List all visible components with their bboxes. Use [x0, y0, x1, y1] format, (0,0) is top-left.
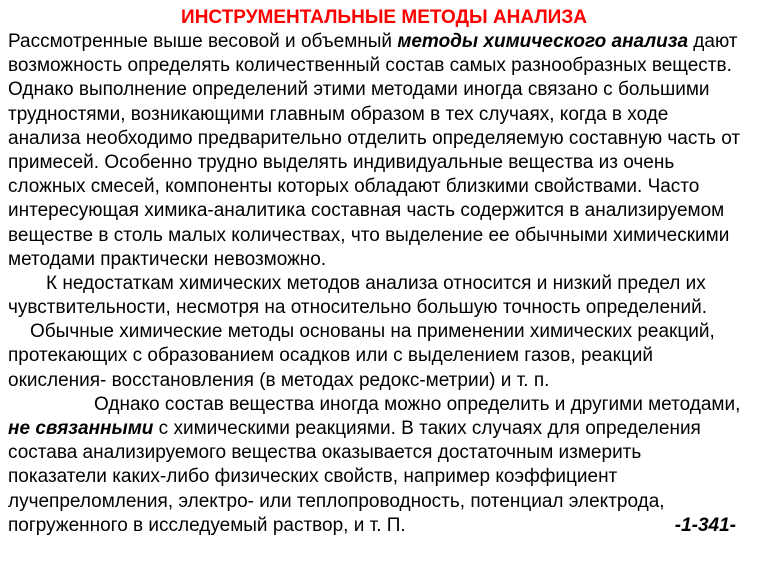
text-line: анализа необходимо предварительно отделить определяемую составную часть от [8, 127, 741, 149]
text-span: Однако состав вещества иногда можно определить и другими методами, [94, 393, 741, 415]
text-line: лучепреломления, электро- или теплопроводность, потенциал электрода, [8, 490, 665, 512]
text-span: погруженного в исследуемый раствор, и т. П. [8, 514, 406, 536]
text-line: окисления- восстановления (в методах редокс-метрии) и т. п. [8, 369, 550, 391]
text-line: интересующая химика-аналитика составная часть содержится в анализируемом [8, 200, 725, 222]
text-line: показатели каких-либо физических свойств, например коэффициент [8, 466, 618, 488]
page-number: -1-341- [674, 514, 736, 536]
text-line [8, 320, 766, 344]
text-span: Обычные химические методы основаны на применении химических реакций, [30, 321, 715, 343]
text-line: протекающих с образованием осадков или с выделением газов, реакций [8, 345, 654, 367]
text-line: Однако выполнение определений этими методами иногда связано с большими [8, 79, 710, 101]
emphasis-text: не связанными [8, 418, 154, 439]
text-line: примесей. Особенно трудно выделять индивидуальные вещества из очень [8, 151, 675, 173]
text-line: сложных смесей, компоненты которых обладают близкими свойствами. Часто [8, 176, 700, 198]
text-line: методами практически невозможно. [8, 248, 327, 270]
text-line [8, 30, 766, 54]
text-line: веществе в столь малых количествах, что выделение ее обычными химическими [8, 224, 730, 246]
emphasis-text: методы химического анализа [397, 31, 689, 52]
body-text [8, 30, 766, 538]
text-line [8, 417, 766, 441]
text-line [8, 272, 766, 296]
text-span: Рассмотренные выше весовой и объемный [8, 31, 398, 52]
text-line: трудностями, возникающими главным образом в тех случаях, когда в ходе [8, 103, 669, 125]
text-line: чувствительности, несмотря на относительно большую точность определений. [8, 297, 708, 319]
text-span: с химическими реакциями. В таких случаях для определения [153, 418, 701, 439]
text-line [8, 514, 766, 538]
text-line: состава анализируемого вещества оказывается достаточным измерить [8, 442, 642, 464]
text-line: возможность определять количественный состав самых разнообразных веществ. [8, 55, 732, 77]
text-span: К недостаткам химических методов анализа относится и низкий предел их [46, 272, 706, 294]
slide-title: ИНСТРУМЕНТАЛЬНЫЕ МЕТОДЫ АНАЛИЗА [181, 7, 587, 28]
text-line [8, 393, 766, 417]
text-span: дают [688, 31, 738, 52]
